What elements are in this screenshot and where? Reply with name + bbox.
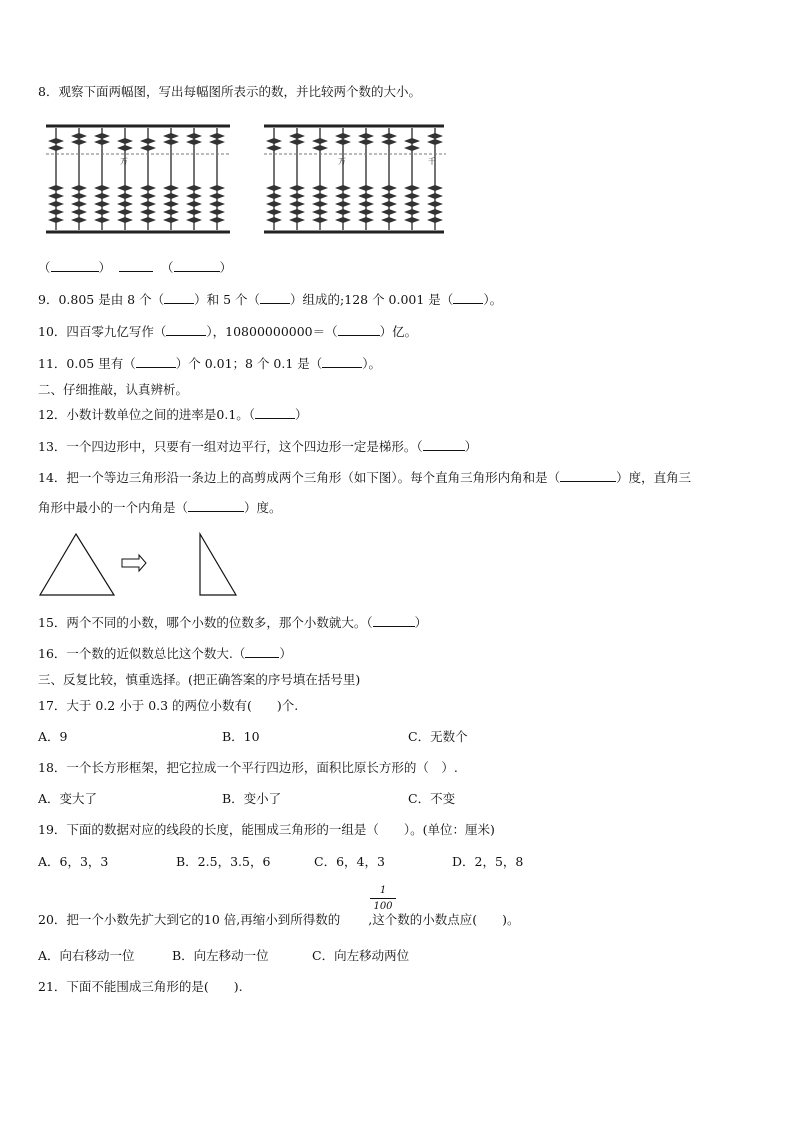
question-14-text: 14．把一个等边三角形沿一条边上的高剪成两个三角形（如下图）。每个直角三角形内角和是（ (38, 470, 561, 485)
abacus-bead (381, 201, 397, 207)
abacus-bead (71, 193, 87, 199)
abacus-bead (94, 133, 110, 139)
abacus-bead (71, 217, 87, 223)
abacus-bead (335, 185, 351, 191)
abacus-bead (312, 138, 328, 144)
triangle-cut-figure (38, 532, 248, 598)
abacus-bead (209, 193, 225, 199)
blank[interactable] (423, 439, 465, 451)
question-11 (38, 356, 381, 372)
abacus-bead (94, 185, 110, 191)
section-3-heading: 三、反复比较，慎重选择。(把正确答案的序号填在括号里) (38, 672, 361, 687)
abacus-bead (140, 209, 156, 215)
abacus-bead (335, 209, 351, 215)
abacus-bead (289, 217, 305, 223)
equilateral-triangle (40, 534, 114, 595)
question-8-answer (38, 260, 232, 276)
abacus-bead (163, 185, 179, 191)
question-14-line-1 (38, 470, 691, 486)
abacus-bead (358, 139, 374, 145)
q20-option-c[interactable]: C．向左移动两位 (312, 948, 410, 963)
abacus-bead (71, 209, 87, 215)
abacus-bead (404, 209, 420, 215)
abacus-bead (427, 217, 443, 223)
abacus-bead (381, 217, 397, 223)
blank[interactable] (188, 500, 244, 512)
abacus-bead (209, 217, 225, 223)
abacus-bead (427, 133, 443, 139)
abacus-bead (94, 209, 110, 215)
abacus-bead (186, 193, 202, 199)
right-arrow-icon (122, 555, 146, 571)
question-12 (38, 407, 308, 423)
q19-option-d[interactable]: D．2，5，8 (452, 854, 524, 869)
abacus-bead (48, 209, 64, 215)
blank[interactable] (255, 407, 295, 419)
section-2-heading: 二、仔细推敲，认真辨析。 (38, 382, 189, 397)
abacus-bead (289, 185, 305, 191)
abacus-bead (140, 138, 156, 144)
question-12-text: 12．小数计数单位之间的进率是0.1。（ (38, 407, 256, 422)
abacus-bead (312, 217, 328, 223)
question-20-text: 20．把一个小数先扩大到它的10 倍,再缩小到所得数的 (38, 912, 341, 927)
question-10 (38, 324, 417, 340)
abacus-bead (94, 201, 110, 207)
question-9-text: ）组成的;128 个 0.001 是（ (290, 292, 454, 307)
fraction-one-hundredth (370, 885, 396, 912)
question-13-text: 13．一个四边形中，只要有一组对边平行，这个四边形一定是梯形。（ (38, 439, 423, 454)
abacus-bead (312, 193, 328, 199)
abacus-bead (48, 185, 64, 191)
abacus-bead (71, 133, 87, 139)
abacus-bead (312, 209, 328, 215)
abacus-bead (335, 133, 351, 139)
question-13 (38, 439, 477, 455)
q19-option-b[interactable]: B．2.5，3.5，6 (176, 854, 271, 869)
fraction-bar (370, 898, 396, 899)
question-15 (38, 615, 427, 631)
abacus-bead (140, 201, 156, 207)
q19-option-a[interactable]: A．6，3，3 (38, 854, 109, 869)
q20-option-a[interactable]: A．向右移动一位 (38, 948, 135, 963)
blank[interactable] (338, 324, 380, 336)
abacus-bead (358, 185, 374, 191)
abacus-bead (209, 185, 225, 191)
abacus-bead (358, 209, 374, 215)
abacus-bead (427, 193, 443, 199)
question-10-text: ）亿。 (379, 324, 418, 339)
question-15-text: ） (414, 615, 428, 630)
right-triangle (200, 534, 236, 595)
answer-blank-right[interactable] (174, 260, 220, 272)
abacus-bead (358, 217, 374, 223)
q18-option-b[interactable]: B．变小了 (222, 791, 282, 806)
abacus-bead (358, 193, 374, 199)
abacus-bead (186, 133, 202, 139)
abacus-right-label-wan: 万 (338, 157, 346, 166)
question-14-text: 角形中最小的一个内角是（ (38, 500, 189, 515)
q17-option-c[interactable]: C．无数个 (408, 729, 468, 744)
blank[interactable] (260, 292, 290, 304)
abacus-bead (266, 217, 282, 223)
answer-blank-compare[interactable] (119, 260, 153, 272)
question-18-stem: 18．一个长方形框架，把它拉成一个平行四边形，面积比原长方形的（ ）. (38, 760, 458, 775)
q20-option-b[interactable]: B．向左移动一位 (172, 948, 269, 963)
q17-option-b[interactable]: B．10 (222, 729, 260, 744)
abacus-right (262, 122, 446, 236)
abacus-bead (209, 209, 225, 215)
paren-close: ） (98, 260, 112, 275)
abacus-bead (186, 185, 202, 191)
question-19-stem: 19．下面的数据对应的线段的长度，能围成三角形的一组是（ ）。(单位：厘米) (38, 822, 495, 837)
abacus-bead (266, 138, 282, 144)
paren-open: （ (161, 260, 174, 275)
blank[interactable] (164, 292, 194, 304)
abacus-bead (209, 139, 225, 145)
question-21-stem: 21．下面不能围成三角形的是( ). (38, 979, 243, 994)
abacus-bead (117, 209, 133, 215)
abacus-bead (163, 209, 179, 215)
abacus-bead (117, 193, 133, 199)
abacus-bead (71, 185, 87, 191)
abacus-bead (427, 209, 443, 215)
abacus-bead (163, 133, 179, 139)
abacus-bead (71, 139, 87, 145)
q19-option-c[interactable]: C．6，4，3 (314, 854, 385, 869)
question-10-text: ），10800000000＝（ (206, 324, 338, 339)
abacus-bead (312, 185, 328, 191)
abacus-bead (427, 201, 443, 207)
abacus-bead (94, 139, 110, 145)
abacus-bead (289, 193, 305, 199)
abacus-bead (94, 217, 110, 223)
abacus-bead (266, 209, 282, 215)
answer-blank-left[interactable] (51, 260, 99, 272)
question-15-text: 15．两个不同的小数，哪个小数的位数多，那个小数就大。（ (38, 615, 373, 630)
abacus-bead (163, 201, 179, 207)
blank[interactable] (322, 356, 362, 368)
abacus-bead (289, 209, 305, 215)
question-16 (38, 646, 292, 662)
question-16-text: ） (279, 646, 292, 661)
abacus-bead (381, 139, 397, 145)
question-17-stem: 17．大于 0.2 小于 0.3 的两位小数有( )个. (38, 698, 299, 713)
question-9 (38, 292, 502, 308)
paren-open: （ (38, 260, 51, 275)
abacus-bead (381, 185, 397, 191)
abacus-bead (312, 145, 328, 151)
q17-option-a[interactable]: A．9 (38, 729, 68, 744)
abacus-bead (404, 193, 420, 199)
abacus-bead (48, 193, 64, 199)
abacus-bead (335, 139, 351, 145)
abacus-bead (140, 185, 156, 191)
abacus-bead (404, 217, 420, 223)
abacus-bead (163, 193, 179, 199)
abacus-bead (48, 201, 64, 207)
abacus-bead (209, 201, 225, 207)
abacus-left-label-wan: 万 (120, 157, 128, 166)
abacus-bead (71, 201, 87, 207)
abacus-bead (266, 185, 282, 191)
question-16-text: 16．一个数的近似数总比这个数大.（ (38, 646, 246, 661)
abacus-bead (381, 193, 397, 199)
abacus-bead (266, 201, 282, 207)
question-9-text: ）和 5 个（ (194, 292, 261, 307)
question-14-text: ）度。 (244, 500, 282, 515)
abacus-bead (427, 139, 443, 145)
question-13-text: ） (464, 439, 478, 454)
question-9-text: ）。 (483, 292, 503, 307)
abacus-bead (209, 133, 225, 139)
question-10-text: 10．四百零九亿写作（ (38, 324, 167, 339)
abacus-bead (404, 138, 420, 144)
question-14-text: ）度，直角三 (616, 470, 692, 485)
fraction-numerator: 1 (379, 885, 387, 896)
abacus-bead (289, 133, 305, 139)
abacus-bead (140, 145, 156, 151)
blank[interactable] (166, 324, 206, 336)
q18-option-a[interactable]: A．变大了 (38, 791, 98, 806)
question-11-text: ）个 0.01；8 个 0.1 是（ (175, 356, 323, 371)
question-11-text: ）。 (362, 356, 382, 371)
abacus-bead (117, 145, 133, 151)
blank[interactable] (453, 292, 483, 304)
abacus-bead (289, 139, 305, 145)
abacus-bead (266, 145, 282, 151)
abacus-bead (381, 209, 397, 215)
question-12-text: ） (295, 407, 308, 422)
blank[interactable] (136, 356, 176, 368)
question-14-line-2 (38, 500, 282, 516)
abacus-bead (186, 139, 202, 145)
question-8-text: 8．观察下面两幅图，写出每幅图所表示的数，并比较两个数的大小。 (38, 84, 421, 99)
abacus-bead (48, 145, 64, 151)
abacus-bead (163, 139, 179, 145)
blank[interactable] (245, 646, 279, 658)
question-20-text: ,这个数的小数点应( )。 (368, 912, 520, 927)
abacus-bead (289, 201, 305, 207)
abacus-bead (335, 201, 351, 207)
abacus-bead (140, 193, 156, 199)
abacus-bead (117, 185, 133, 191)
abacus-bead (312, 201, 328, 207)
abacus-bead (358, 201, 374, 207)
abacus-bead (117, 217, 133, 223)
abacus-bead (48, 217, 64, 223)
question-8 (38, 84, 421, 100)
q18-option-c[interactable]: C．不变 (408, 791, 456, 806)
question-11-text: 11．0.05 里有（ (38, 356, 136, 371)
abacus-bead (381, 133, 397, 139)
abacus-right-label-qian: 千 (428, 157, 436, 166)
abacus-bead (404, 185, 420, 191)
abacus-bead (186, 209, 202, 215)
abacus-bead (427, 185, 443, 191)
blank[interactable] (560, 470, 616, 482)
abacus-bead (335, 217, 351, 223)
paren-close: ） (219, 260, 233, 275)
abacus-bead (163, 217, 179, 223)
abacus-bead (266, 193, 282, 199)
abacus-bead (94, 193, 110, 199)
abacus-bead (186, 201, 202, 207)
blank[interactable] (373, 615, 415, 627)
abacus-bead (117, 138, 133, 144)
abacus-bead (48, 138, 64, 144)
abacus-bead (404, 201, 420, 207)
abacus-bead (186, 217, 202, 223)
abacus-bead (335, 193, 351, 199)
abacus-bead (140, 217, 156, 223)
fraction-denominator: 100 (373, 901, 393, 912)
question-9-text: 9．0.805 是由 8 个（ (38, 292, 165, 307)
question-20-stem (38, 912, 520, 928)
abacus-bead (358, 133, 374, 139)
abacus-bead (404, 145, 420, 151)
abacus-left (44, 122, 232, 236)
abacus-bead (117, 201, 133, 207)
